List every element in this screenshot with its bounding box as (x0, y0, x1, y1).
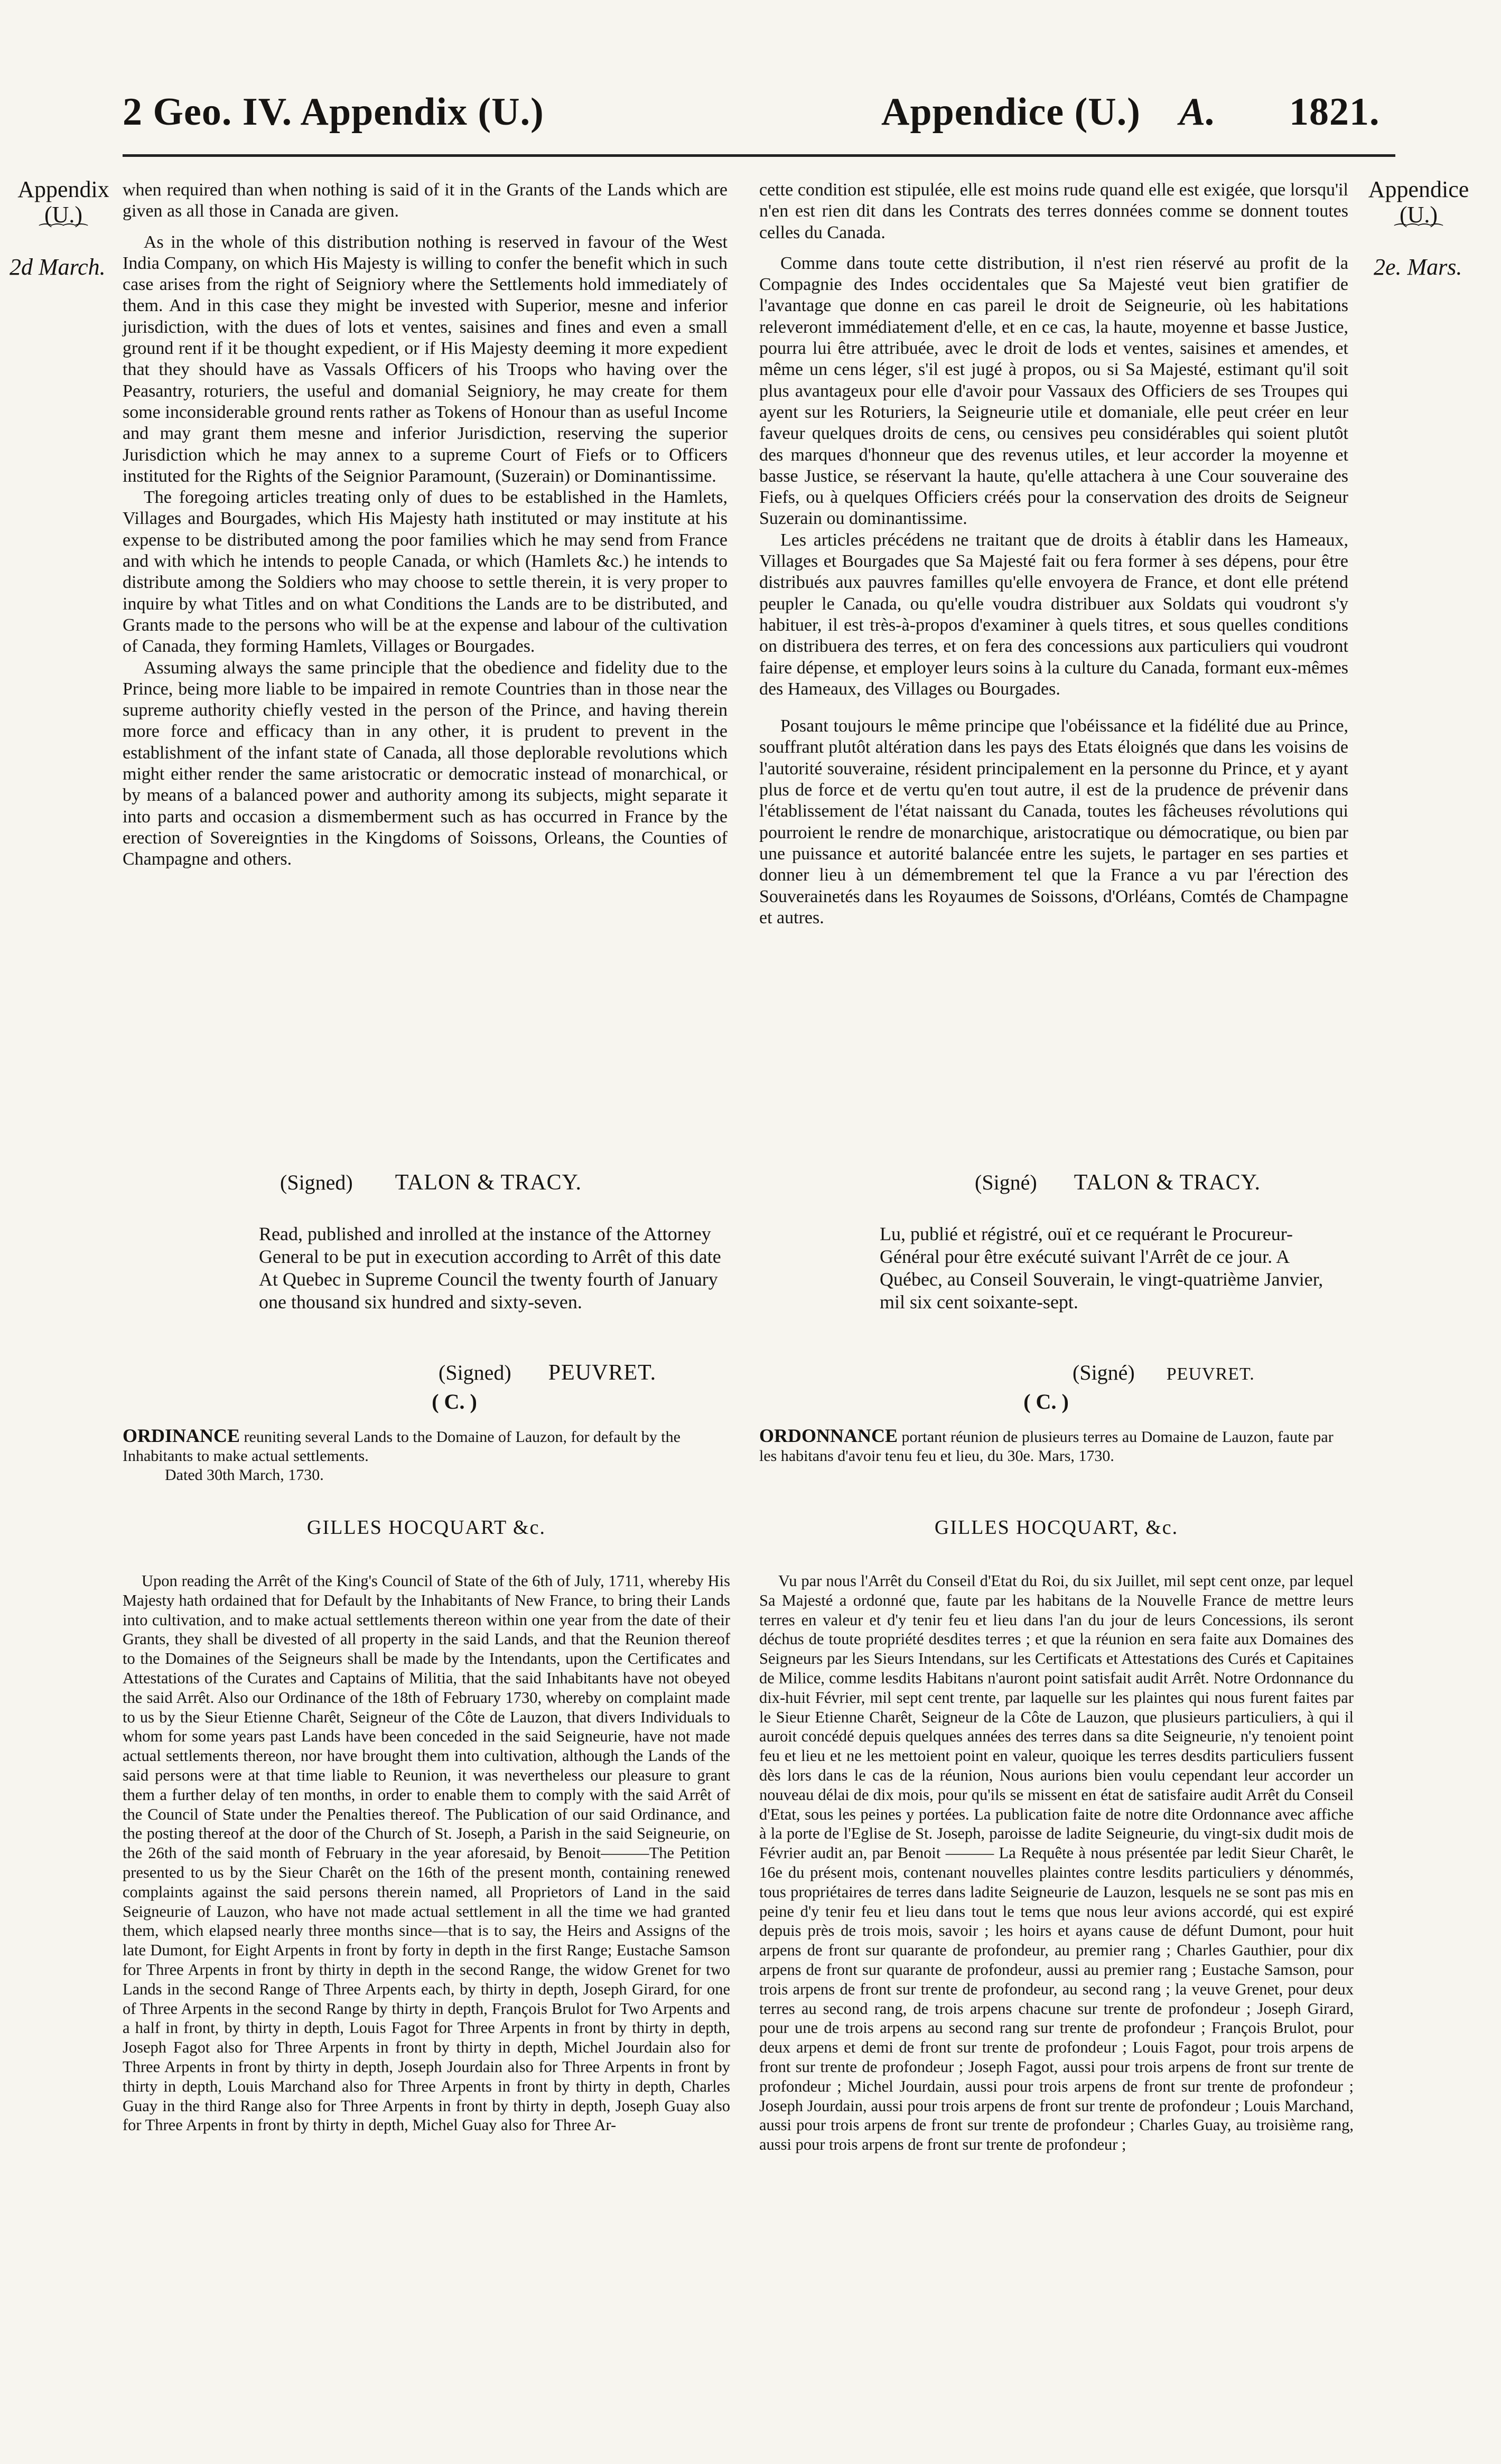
english-para-2: The foregoing articles treating only of dues to be established in the Hamlets, Villages and Bourgades, which His Majesty hath instituted or may institute at his expense to be distributed among the poor families which he may send from France and with which he intends to people Canada, or which (Hamlets &c.) he intends to distribute among the Soldiers who may choose to settle therein, it is very proper to inquire by what Titles and on what Conditions the Lands are to be distributed, and Grants made to the persons who will be at the expense and labour of the cultivation of Canada, they forming Hamlets, Villages or Bourgades. (123, 488, 728, 657)
header-a: A. (1179, 90, 1216, 134)
french-para-3: Posant toujours le même principe que l'obéissance et la fidélité due au Prince, souffrant plutôt altération dans les pays des Etats éloignés que dans les voisins de l'autorité souveraine, résident principalement en la personne du Prince, et y ayant plus de force et de vertu qu'en tout autre, il est de la prudence de prévenir dans l'établissement de l'état naissant du Canada, toutes les fâcheuses révolutions qui pourroient le rendre de monarchique, aristocratique ou démocratique, ou bien par une puissance et autorité balancée entre les sujets, le partager en ses parties et donner lieu à un démembrement tel que la France a vu par l'érection des Souverainetés dans les Royaumes de Soissons, d'Orléans, Comtés de Champagne et autres. (759, 716, 1348, 927)
english-upper-text (123, 180, 728, 870)
english-signed-peuvret: (Signed) PEUVRET. (439, 1361, 657, 1385)
margin-date-right: 2e. Mars. (1374, 254, 1462, 280)
header-year: 1821. (1289, 90, 1380, 134)
french-para-0: cette condition est stipulée, elle est moins rude quand elle est exigée, que lorsqu'il n'en est rien dit dans les Contrats des terres données comme se donnent toutes celles du Canada. (759, 180, 1348, 242)
french-signed-peuvret: (Signé) PEUVRET. (1073, 1361, 1255, 1384)
french-decree: Lu, publié et régistré, ouï et ce requérant le Procureur-Général pour être exécuté suivant l'Arrêt de ce jour. A Québec, au Conseil Souverain, le vingt-quatrième Janvier, mil six cent soixante-sept. (880, 1223, 1323, 1313)
english-gilles-hocquart: GILLES HOCQUART &c. (307, 1516, 546, 1539)
french-ordinance-body: Vu par nous l'Arrêt du Conseil d'Etat du Roi, du six Juillet, mil sept cent onze, par lequel Sa Majesté a ordonné que, faute par les habitans de la Nouvelle France de mettre leurs terres en valeur et d'y tenir feu et lieu dans l'an du jour de leurs Concessions, ils seront déchus de toute propriété desdites terres ; et que la réunion en sera faite aux Domaines des Seigneurs par les Sieurs Intendans, sur les Certificats et Attestations des Curés et Capitaines de Milice, comme lesdits Habitans n'auront point satisfait audit Arrêt. Notre Ordonnance du dix-huit Février, mil sept cent trente, par laquelle sur les plaintes qui nous furent faites par le Sieur Etienne Charêt, Seigneur de la Côte de Lauzon, que plusieurs particuliers, à qui il auroit concédé depuis quelques années des terres dans sa dite Seigneurie, n'y tenoient point feu et lieu et ne les mettoient point en valeur, quoique les terres desdits particuliers fussent dès lors dans le cas de la réunion, Nous aurions bien voulu cependant leur accorder un nouveau délai de dix mois, pour qu'ils se missent en état de satisfaire audit Arrêt du Conseil d'Etat, sous les peines y portées. La publication faite de notre dite Ordonnance avec affiche à la porte de l'Eglise de St. Joseph, paroisse de ladite Seigneurie, du vingt-six dudit mois de Février audit an, par Benoit ——— La Requête à nous présentée par ledit Sieur Charêt, le 16e du présent mois, contenant nouvelles plaintes contre lesdits particuliers y dénommés, tous propriétaires de terres dans ladite Seigneurie de Lauzon, lesquels ne se sont pas mis en peine d'y tenir feu et lieu dans tout le tems que nous leur avions accordé, qui est expiré depuis près de trois mois, savoir ; les hoirs et ayans cause de défunt Dumont, pour huit arpens de front sur quarante de profondeur, au premier rang ; Charles Gauthier, pour dix arpens de front sur quarante de profondeur, aussi au premier rang ; Eustache Samson, pour trois arpens de front sur trente de profondeur, au second rang ; la veuve Grenet, pour deux terres au second rang, de trois arpens chacune sur trente de profondeur ; Joseph Girard, pour une de trois arpens au second rang sur trente de profondeur ; François Brulot, pour deux arpens et demi de front sur trente de profondeur ; Louis Fagot, pour trois arpens de front sur trente de profondeur ; Joseph Fagot, aussi pour trois arpens de front sur trente de profondeur ; Michel Jourdain, aussi pour trois arpens de front sur trente de profondeur ; Joseph Jourdain, aussi pour trois arpens de front sur trente de profondeur ; Louis Marchand, aussi pour trois arpens de front sur trente de profondeur ; Charles Guay, au troisième rang, aussi pour trois arpens de front sur trente de profondeur ; (759, 1572, 1354, 2154)
english-ordinance-title: ORDINANCE reuniting several Lands to the Domaine of Lauzon, for default by the Inhabitants to make actual settlements. Dated 30th March, 1730. (123, 1425, 680, 1484)
margin-appendix-left: Appendix (U.) ⁀⁀⁀⁀ (17, 176, 109, 241)
english-ordinance-body: Upon reading the Arrêt of the King's Council of State of the 6th of July, 1711, whereby His Majesty hath ordained that for Default by the Inhabitants of New France, to bring their Lands into cultivation, and to make actual settlements thereon within one year from the date of their Grants, they shall be divested of all property in the said Lands, and that the Reunion thereof to the Domaines of the Seigneurs shall be made by the Intendants, upon the Certificates and Attestations of the Curates and Captains of Militia, that the said Inhabitants have not obeyed the said Arrêt. Also our Ordinance of the 18th of February 1730, whereby on complaint made to us by the Sieur Etienne Charêt, Seigneur of the Côte de Lauzon, that divers Individuals to whom for some years past Lands have been conceded in the said Seigneurie, have not made actual settlements thereon, nor have brought them into cultivation, although the Lands of the said persons were at that time liable to Reunion, it was nevertheless our pleasure to grant them a further delay of ten months, in order to enable them to comply with the said Arrêt of the Council of State under the Penalties thereof. The Publication of our said Ordinance, and the posting thereof at the door of the Church of St. Joseph, a Parish in the said Seigneurie, on the 26th of the said month of February in the year aforesaid, by Benoit———The Petition presented to us by the Sieur Charêt on the 16th of the present month, containing renewed complaints against the said persons therein named, all Proprietors of Land in the said Seigneurie of Lauzon, who have not made actual settlement in all the time we had granted them, which elapsed nearly three months since—that is to say, the Heirs and Assigns of the late Dumont, for Eight Arpents in front by forty in depth in the first Range; Eustache Samson for Three Arpents in front by thirty in depth in the second Range, the widow Grenet for two Lands in the second Range of Three Arpents each, by thirty in depth, Joseph Girard, for one of Three Arpents in the second Range by thirty in depth, François Brulot for Two Arpents and a half in front, by thirty in depth, Louis Fagot for Three Arpents in front by thirty in depth, Joseph Fagot also for Three Arpents in front by thirty in depth, Michel Jourdain also for Three Arpents in front by thirty in depth, Joseph Jourdain also for Three Arpents in front by thirty in depth, Louis Marchand also for Three Arpents in front by thirty in depth, Charles Guay in the third Range also for Three Arpents in front by thirty in depth, Joseph Guay also for Three Arpents in front by thirty in depth, Michel Guay also for Three Ar- (123, 1572, 730, 2134)
margin-date-left: 2d March. (10, 254, 106, 280)
english-decree: Read, published and inrolled at the instance of the Attorney General to be put in execution according to Arrêt of this date At Quebec in Supreme Council the twenty fourth of January one thousand six hundred and sixty-seven. (259, 1223, 721, 1313)
english-signed-talon: (Signed) TALON & TRACY. (280, 1170, 582, 1195)
english-section-c: ( C. ) (432, 1390, 477, 1413)
english-para-1: As in the whole of this distribution nothing is reserved in favour of the West India Company, on which His Majesty is willing to confer the benefit which in such case arises from the right of Seigniory where the Settlements hold immediately of them. And in this case they might be invested with Superior, mesne and inferior jurisdiction, with the dues of lots et ventes, saisines and fines and even a small ground rent if it be thought expedient, or if His Majesty deeming it more expedient that they should have as Vassals Officers of his Troops who having over the Peasantry, roturiers, the useful and domanial Seigniory, he may create for them some inconsiderable ground rents rather as Tokens of Honour than as useful Income and may grant them mesne and inferior Jurisdiction, reserving the superior Jurisdiction which he may annex to a supreme Court of Fiefs or to Officers instituted for the Rights of the Seignior Paramount, (Suzerain) or Dominantissime. (123, 232, 728, 486)
header-rule (123, 154, 1395, 157)
margin-appendix-right: Appendice (U.) ⁀⁀⁀⁀ (1368, 176, 1469, 241)
header-left: 2 Geo. IV. Appendix (U.) (123, 90, 544, 134)
french-signed-talon: (Signé) TALON & TRACY. (975, 1170, 1261, 1195)
header-appendice: Appendice (U.) (881, 90, 1141, 134)
french-ordinance-title: ORDONNANCE portant réunion de plusieurs terres au Domaine de Lauzon, faute par les habitans d'avoir tenu feu et lieu, du 30e. Mars, 1730. (759, 1425, 1334, 1465)
english-para-3: Assuming always the same principle that the obedience and fidelity due to the Prince, being more liable to be impaired in remote Countries than in those near the supreme authority chiefly vested in the person of the Prince, and having therein more force and efficacy than in any other, it is prudent to prevent in the establishment of the infant state of Canada, all those deplorable revolutions which might either render the same aristocratic or democratic instead of monarchical, or by means of a balanced power and authority among its subjects, might separate it into parts and occasion a dismemberment such as has occurred in France by the erection of Sovereignties in the Kingdoms of Soissons, Orleans, the Counties of Champagne and others. (123, 658, 728, 869)
french-gilles-hocquart: GILLES HOCQUART, &c. (934, 1516, 1179, 1539)
french-para-1: Comme dans toute cette distribution, il n'est rien réservé au profit de la Compagnie des Indes occidentales que Sa Majesté veut bien gratifier de l'avantage que donne en cas pareil le droit de Seigneurie, où les habitations releveront immédiatement d'elle, et en ce cas, la haute, moyenne et basse Justice, pourra lui être attribuée, avec le droit de lods et ventes, saisines et amendes, et même un cens léger, s'il est jugé à propos, ou si Sa Majesté, estimant qu'il soit plus avantageux pour elle d'avoir pour Vassaux des Officiers de ses Troupes qui ayent sur les Roturiers, la Seigneurie utile et domaniale, elle peut créer en leur faveur quelques droits de cens, ou censives peu considérables qui soient plutôt des marques d'honneur que des revenus utiles, et leur accorder la moyenne et basse Justice, se réservant la haute, qu'elle attachera à une Cour souveraine des Fiefs, ou à quelques Officiers créés pour la conservation des droits de Seigneur Suzerain ou dominantissime. (759, 253, 1348, 529)
french-upper-text (759, 180, 1348, 929)
french-para-2: Les articles précédens ne traitant que de droits à établir dans les Hameaux, Villages et Bourgades que Sa Majesté fait ou fera former à ses dépens, pour être distribués aux pauvres familles qu'elle envoyera de France, et dont elle prétend peupler le Canada, ou qu'elle voudra distribuer aux Soldats qui voudront s'y habituer, il est très-à-propos d'examiner à quels titres, et sous quelles conditions on distribuera des terres, et on fera des concessions aux particuliers qui voudront faire dépense, et employer leurs soins à la culture du Canada, formant eux-mêmes des Hameaux, des Villages ou Bourgades. (759, 530, 1348, 699)
english-para-0: when required than when nothing is said of it in the Grants of the Lands which are given as all those in Canada are given. (123, 180, 728, 221)
french-section-c: ( C. ) (1023, 1390, 1069, 1413)
